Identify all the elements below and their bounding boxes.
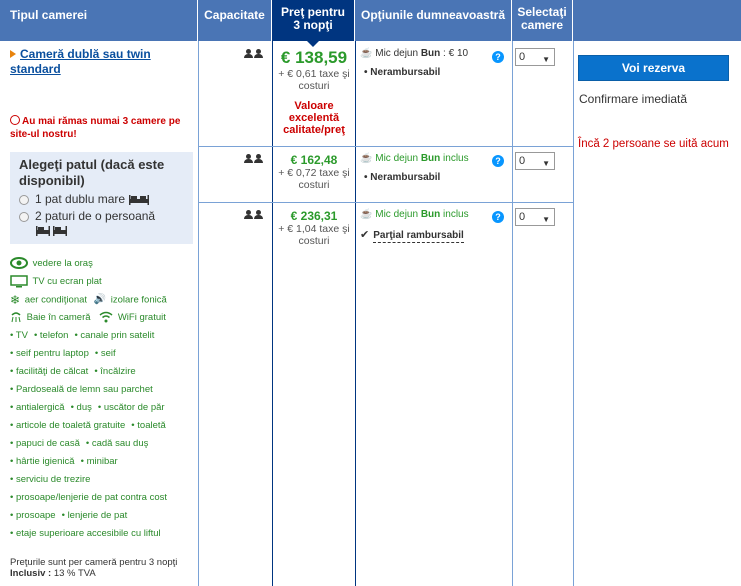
radio-button[interactable] — [19, 212, 29, 222]
header-select-rooms: Selectaţi camere — [512, 0, 573, 41]
amenities-list — [10, 255, 198, 543]
cancellation-policy: • Nerambursabil — [360, 171, 510, 184]
amenity-row: Baie în cameră WiFi gratuit — [10, 309, 198, 327]
room-quantity-select[interactable]: 0 ▼ — [515, 208, 555, 226]
chevron-down-icon: ▼ — [542, 159, 550, 168]
amenity-row: • seif pentru laptop• seif — [10, 345, 198, 363]
help-icon[interactable]: ? — [492, 155, 504, 167]
double-bed-icon — [128, 194, 150, 206]
column-divider — [355, 41, 356, 586]
instant-confirmation: Confirmare imediată — [579, 92, 688, 106]
breakfast-info: ☕ Mic dejun Bun inclus — [360, 209, 469, 220]
amenity-row: • hârtie igienică• minibar — [10, 453, 198, 471]
price-cell — [273, 209, 355, 247]
scarcity-message: Au mai rămas numai 3 camere pe site-ul nostru! — [10, 116, 181, 140]
room-name-link[interactable]: Cameră dublă sau twin standard — [10, 47, 151, 76]
chevron-down-icon: ▼ — [542, 215, 550, 224]
coffee-icon: ☕ — [360, 48, 373, 59]
amenity-row: • TV• telefon• canale prin satelit — [10, 327, 198, 345]
amenity-row: • papuci de casă• cadă sau duş — [10, 435, 198, 453]
offer-options — [360, 208, 510, 243]
bed-option-double[interactable]: 1 pat dublu mare — [19, 191, 184, 208]
value-badge: Valoare excelentă calitate/preţ — [283, 100, 345, 136]
price-note: Preţurile sunt per cameră pentru 3 nopţi Inclusiv : 13 % TVA — [10, 557, 178, 579]
help-icon[interactable]: ? — [492, 51, 504, 63]
amenity-row: vedere la oraş — [10, 255, 198, 273]
people-watching-message: Încă 2 persoane se uită acum — [578, 138, 729, 150]
price-amount: € 138,59 — [280, 48, 348, 67]
eye-icon — [10, 257, 28, 269]
breakfast-info: ☕ Mic dejun Bun : € 10 — [360, 48, 469, 59]
chevron-down-icon: ▼ — [542, 55, 550, 64]
header-blank — [573, 0, 741, 41]
twin-beds-icon — [19, 225, 184, 239]
tv-icon — [10, 275, 28, 288]
column-divider — [512, 41, 513, 586]
header-room-type: Tipul camerei — [0, 0, 198, 41]
bed-choice-title: Alegeţi patul (dacă este disponibil) — [19, 157, 165, 188]
offer-options — [360, 47, 510, 79]
row-divider — [198, 146, 573, 147]
amenity-row: • prosoape• lenjerie de pat — [10, 507, 198, 525]
amenity-row: • prosoape/lenjerie de pat contra cost — [10, 489, 198, 507]
amenity-row: ❄ aer condiţionat 🔊 izolare fonică — [10, 293, 167, 307]
reserve-button[interactable]: Voi rezerva — [578, 55, 729, 81]
checkmark-icon: ✔ — [360, 229, 370, 241]
arrow-right-icon — [10, 50, 16, 58]
price-amount: € 162,48 — [290, 153, 338, 167]
clock-icon — [10, 115, 20, 125]
snowflake-icon: ❄ — [10, 293, 21, 307]
price-cell — [273, 48, 355, 136]
amenity-row: • antialergică• duş• uscător de păr — [10, 399, 198, 417]
amenity-row: • Pardoseală de lemn sau parchet — [10, 381, 198, 399]
column-divider — [198, 41, 199, 586]
amenity-row: • articole de toaletă gratuite• toaletă — [10, 417, 198, 435]
amenity-row: • serviciu de trezire — [10, 471, 198, 489]
coffee-icon: ☕ — [360, 209, 373, 220]
header-capacity: Capacitate — [198, 0, 272, 41]
price-cell — [273, 153, 355, 191]
row-divider — [198, 202, 573, 203]
breakfast-info: ☕ Mic dejun Bun inclus — [360, 153, 469, 164]
shower-icon — [10, 311, 22, 323]
price-amount: € 236,31 — [290, 209, 338, 223]
capacity-icon — [244, 154, 264, 166]
room-quantity-select[interactable]: 0 ▼ — [515, 48, 555, 66]
column-divider — [573, 41, 574, 586]
speaker-icon: 🔊 — [93, 294, 107, 305]
help-icon[interactable]: ? — [492, 211, 504, 223]
amenity-row: • facilităţi de călcat• încălzire — [10, 363, 198, 381]
price-taxes: + € 0,61 taxe şi costuri — [278, 68, 350, 92]
cancellation-policy: • Nerambursabil — [360, 66, 510, 79]
header-price[interactable]: Preţ pentru 3 nopţi — [272, 0, 355, 41]
price-taxes: + € 1,04 taxe şi costuri — [278, 223, 350, 247]
radio-button[interactable] — [19, 195, 29, 205]
offer-options — [360, 152, 510, 184]
bed-choice-panel — [10, 152, 193, 244]
wifi-icon — [99, 311, 113, 323]
capacity-icon — [244, 49, 264, 61]
amenity-row: TV cu ecran plat — [10, 273, 198, 291]
room-name[interactable] — [10, 47, 195, 77]
coffee-icon: ☕ — [360, 153, 373, 164]
bed-option-twin[interactable]: 2 paturi de o persoană — [19, 208, 184, 225]
header-options: Opţiunile dumneavoastră — [355, 0, 512, 41]
cancellation-policy[interactable]: Parţial rambursabil — [373, 230, 464, 241]
price-taxes: + € 0,72 taxe şi costuri — [278, 167, 350, 191]
capacity-icon — [244, 210, 264, 222]
room-quantity-select[interactable]: 0 ▼ — [515, 152, 555, 170]
amenity-row: • etaje superioare accesibile cu liftul — [10, 525, 198, 543]
